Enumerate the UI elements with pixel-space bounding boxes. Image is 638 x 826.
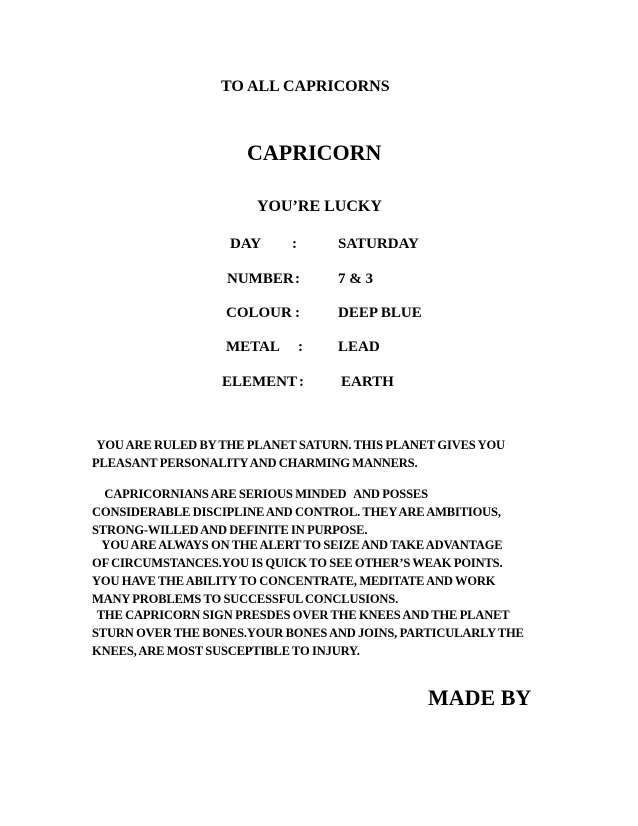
paragraph-ruled-by	[92, 436, 552, 472]
lucky-value: EARTH	[341, 374, 394, 390]
lucky-key: DAY	[230, 236, 262, 252]
paragraph-line: THE CAPRICORN SIGN PRESDES OVER THE KNEES AND THE PLANET	[92, 608, 510, 622]
lucky-key: METAL	[226, 339, 280, 355]
lucky-row-colour	[0, 305, 638, 325]
lucky-value: 7 & 3	[338, 271, 373, 287]
paragraph-knees	[92, 606, 552, 660]
lucky-separator: :	[295, 305, 300, 321]
paragraph-line: STRONG-WILLED AND DEFINITE IN PURPOSE.	[92, 523, 368, 537]
lucky-separator: :	[298, 339, 303, 355]
paragraph-line: MANY PROBLEMS TO SUCCESSFUL CONCLUSIONS.	[92, 592, 399, 606]
lucky-row-number	[0, 271, 638, 291]
paragraph-line: CAPRICORNIANS ARE SERIOUS MINDED AND POSSES	[92, 487, 428, 501]
paragraph-line: OF CIRCUMSTANCES.YOU IS QUICK TO SEE OTHER’S WEAK POINTS.	[92, 556, 503, 570]
lucky-separator: :	[295, 271, 300, 287]
page-title: TO ALL CAPRICORNS	[221, 78, 390, 95]
paragraph-line: PLEASANT PERSONALITY AND CHARMING MANNERS.	[92, 456, 418, 470]
lucky-heading: YOU’RE LUCKY	[257, 198, 382, 215]
paragraph-line: KNEES, ARE MOST SUSCEPTIBLE TO INJURY.	[92, 644, 360, 658]
paragraph-line: YOU HAVE THE ABILITY TO CONCENTRATE, MEDITATE AND WORK	[92, 574, 496, 588]
lucky-key: NUMBER	[227, 271, 294, 287]
paragraph-alert	[92, 536, 552, 608]
lucky-row-element	[0, 374, 638, 394]
lucky-separator: :	[299, 374, 304, 390]
made-by-label: MADE BY	[428, 685, 532, 710]
lucky-value: SATURDAY	[338, 236, 419, 252]
lucky-row-day	[0, 236, 638, 256]
paragraph-serious-minded	[92, 485, 552, 539]
lucky-value: DEEP BLUE	[338, 305, 422, 321]
lucky-value: LEAD	[338, 339, 380, 355]
lucky-key: ELEMENT	[222, 374, 298, 390]
paragraph-line: YOU ARE RULED BY THE PLANET SATURN. THIS PLANET GIVES YOU	[92, 438, 505, 452]
lucky-key: COLOUR	[226, 305, 292, 321]
lucky-row-metal	[0, 339, 638, 359]
paragraph-line: STURN OVER THE BONES.YOUR BONES AND JOINS, PARTICULARLY THE	[92, 626, 524, 640]
paragraph-line: YOU ARE ALWAYS ON THE ALERT TO SEIZE AND TAKE ADVANTAGE	[92, 538, 503, 552]
lucky-separator: :	[292, 236, 297, 252]
paragraph-line: CONSIDERABLE DISCIPLINE AND CONTROL. THEY ARE AMBITIOUS,	[92, 505, 501, 519]
sign-heading: CAPRICORN	[247, 140, 382, 165]
